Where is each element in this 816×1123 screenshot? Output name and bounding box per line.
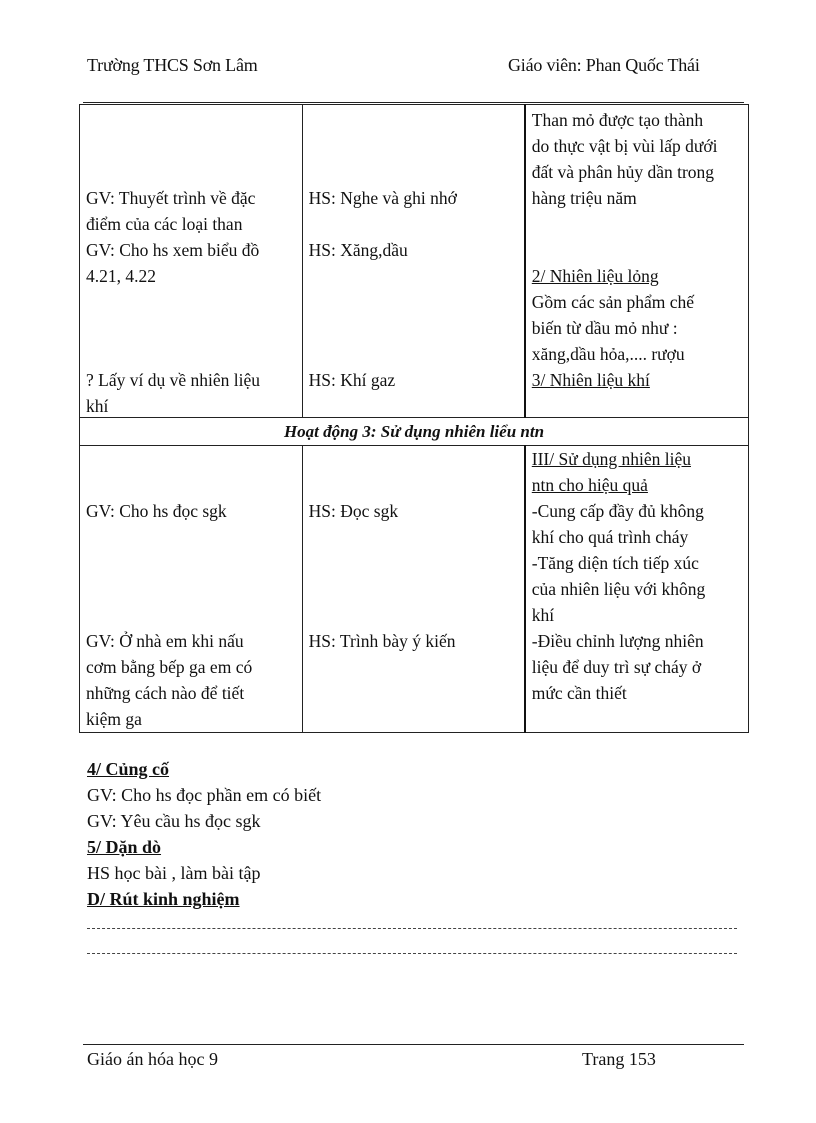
student-line: HS: Khí gaz (308, 370, 396, 390)
student-line: HS: Xăng,dầu (308, 240, 408, 260)
activity-heading: Hoạt động 3: Sử dụng nhiên liểu ntn (80, 418, 749, 446)
content-line: khí (531, 605, 555, 625)
teacher-line: GV: Thuyết trình về đặc (86, 188, 256, 208)
content-cell (525, 105, 749, 418)
consolidation-line: GV: Yêu cầu hs đọc sgk (87, 811, 261, 831)
footer-title: Giáo án hóa học 9 (87, 1049, 218, 1069)
school-name: Trường THCS Sơn Lâm (87, 55, 258, 75)
notes-line (87, 953, 737, 954)
header-divider (83, 102, 744, 103)
content-line: của nhiên liệu với không (531, 579, 706, 599)
teacher-activity-cell (80, 446, 303, 733)
content-line: biến từ dầu mỏ như : (531, 318, 678, 338)
gas-fuel-heading: 3/ Nhiên liệu khí (531, 370, 650, 390)
teacher-line: cơm bằng bếp ga em có (86, 657, 253, 677)
content-line: Than mỏ được tạo thành (531, 110, 704, 130)
teacher-activity-cell (80, 105, 303, 418)
content-line: khí cho quá trình cháy (531, 527, 689, 547)
content-line: đất và phân hủy dần trong (531, 162, 715, 182)
teacher-line: điểm của các loại than (86, 214, 243, 234)
content-line: xăng,dầu hỏa,.... rượu (531, 344, 685, 364)
content-line: liệu để duy trì sự cháy ở (531, 657, 702, 677)
content-line: mức cần thiết (531, 683, 627, 703)
teacher-line: 4.21, 4.22 (86, 266, 156, 286)
footer-divider (83, 1044, 744, 1045)
content-line: -Tăng diện tích tiếp xúc (531, 553, 699, 573)
content-line: hàng triệu năm (531, 188, 637, 208)
content-line: Gồm các sản phẩm chế (531, 292, 695, 312)
consolidation-line: GV: Cho hs đọc phần em có biết (87, 785, 322, 805)
homework-heading: 5/ Dặn dò (87, 837, 162, 857)
student-activity-cell (302, 446, 525, 733)
teacher-line: những cách nào để tiết (86, 683, 245, 703)
section-iii-heading: ntn cho hiệu quả (531, 475, 648, 495)
homework-line: HS học bài , làm bài tập (87, 863, 261, 883)
table-row (80, 418, 749, 446)
student-line: HS: Đọc sgk (308, 501, 399, 521)
content-cell (525, 446, 749, 733)
notes-line (87, 928, 737, 929)
content-line: -Cung cấp đầy đủ không (531, 501, 704, 521)
teacher-name: Giáo viên: Phan Quốc Thái (508, 55, 700, 75)
teacher-line: ? Lấy ví dụ về nhiên liệu (86, 370, 260, 390)
teacher-line: kiệm ga (86, 709, 142, 729)
table-row (80, 105, 749, 418)
experience-heading: D/ Rút kinh nghiệm (87, 889, 240, 909)
student-line: HS: Trình bày ý kiến (308, 631, 456, 651)
table-row (80, 446, 749, 733)
content-line: -Điều chỉnh lượng nhiên (531, 631, 704, 651)
student-line: HS: Nghe và ghi nhớ (308, 188, 457, 208)
teacher-line: GV: Cho hs đọc sgk (86, 501, 227, 521)
consolidation-heading: 4/ Củng cố (87, 759, 170, 779)
lesson-table (79, 104, 749, 733)
lesson-closing (87, 756, 321, 912)
section-iii-heading: III/ Sử dụng nhiên liệu (531, 449, 691, 469)
teacher-line: GV: Cho hs xem biểu đồ (86, 240, 260, 260)
teacher-line: khí (86, 396, 109, 416)
page-number: Trang 153 (582, 1049, 656, 1069)
liquid-fuel-heading: 2/ Nhiên liệu lỏng (531, 266, 659, 286)
teacher-line: GV: Ở nhà em khi nấu (86, 631, 244, 651)
content-line: do thực vật bị vùi lấp dưới (531, 136, 718, 156)
student-activity-cell (302, 105, 525, 418)
